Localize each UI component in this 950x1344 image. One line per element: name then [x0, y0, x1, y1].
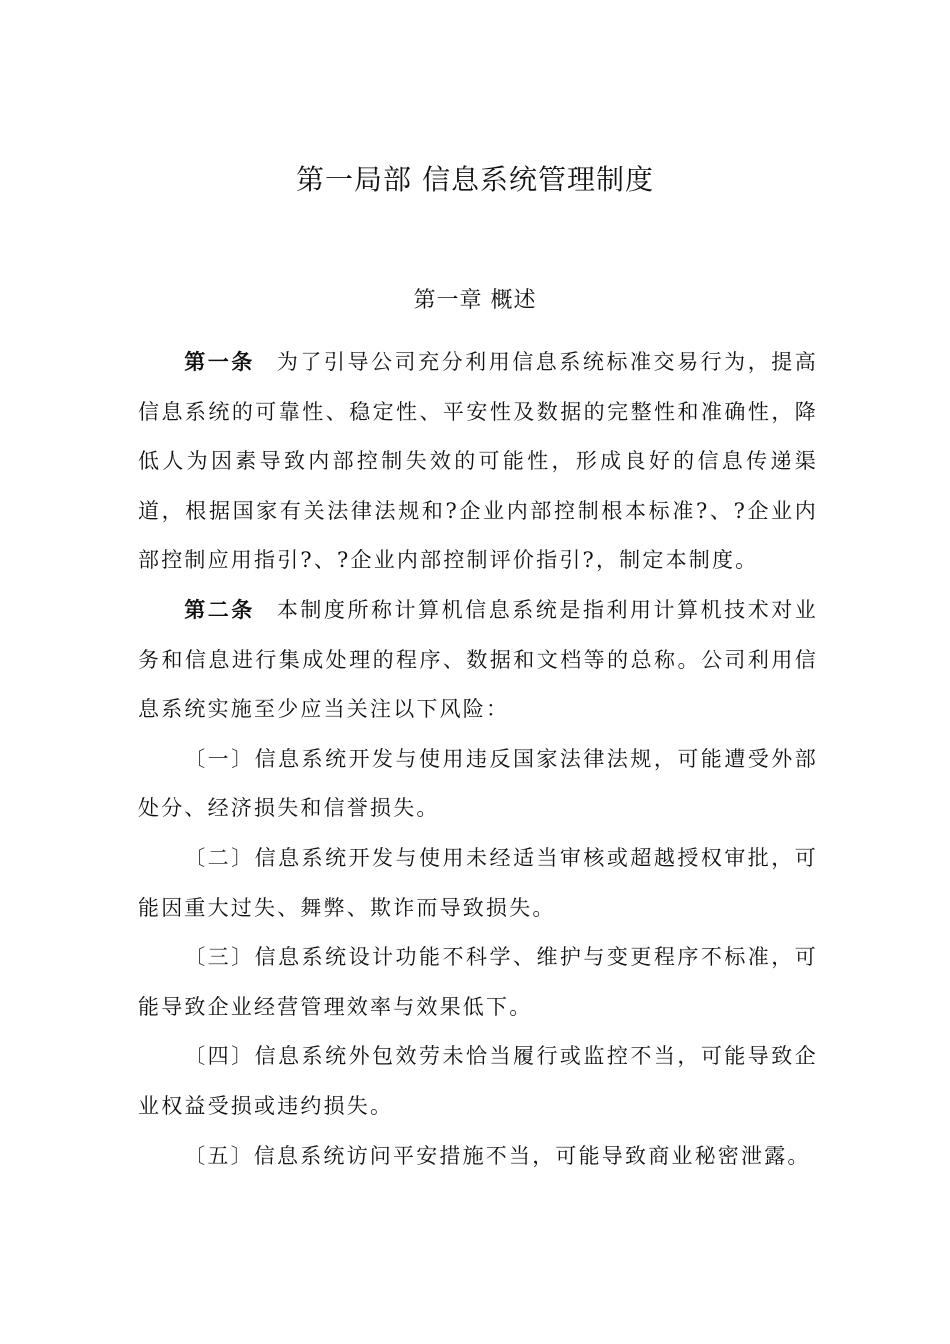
risk-item-number: 〔四〕 [184, 1044, 255, 1069]
risk-item-4 [138, 1032, 818, 1131]
article-2 [138, 586, 818, 735]
article-2-label: 第二条 [184, 597, 255, 622]
risk-item-5 [138, 1132, 818, 1182]
risk-item-2 [138, 834, 818, 933]
risk-item-1 [138, 735, 818, 834]
document-title: 第一局部 信息系统管理制度 [296, 163, 654, 196]
risk-item-text: 信息系统设计功能不科学、维护与变更程序不标准，可能导致企业经营管理效率与效果低下。 [138, 945, 818, 1019]
risk-item-number: 〔一〕 [184, 746, 255, 771]
article-2-text: 本制度所称计算机信息系统是指利用计算机技术对业务和信息进行集成处理的程序、数据和文档等的总称。公司利用信息系统实施至少应当关注以下风险： [138, 597, 818, 722]
chapter-title: 第一章 概述 [413, 288, 537, 313]
risk-item-3 [138, 933, 818, 1032]
risk-item-number: 〔五〕 [184, 1143, 254, 1168]
document-body [138, 338, 818, 1181]
article-1 [138, 338, 818, 586]
risk-item-text: 信息系统开发与使用违反国家法律法规，可能遭受外部处分、经济损失和信誉损失。 [138, 746, 818, 821]
risk-item-text: 信息系统访问平安措施不当，可能导致商业秘密泄露。 [253, 1143, 811, 1168]
article-1-text: 为了引导公司充分利用信息系统标准交易行为，提高信息系统的可靠性、稳定性、平安性及数据的完整性和准确性，降低人为因素导致内部控制失效的可能性，形成良好的信息传递渠道，根据国家有关法律法规和?企业内部控制根本标准?、?企业内部控制应用指引?、?企业内部控制评价指引?，制定本制度。 [138, 350, 818, 573]
risk-item-text: 信息系统开发与使用未经适当审核或超越授权审批，可能因重大过失、舞弊、欺诈而导致损失。 [138, 845, 818, 920]
risk-item-text: 信息系统外包效劳未恰当履行或监控不当，可能导致企业权益受损或违约损失。 [138, 1044, 818, 1118]
article-1-label: 第一条 [184, 350, 255, 374]
risk-item-number: 〔三〕 [184, 945, 255, 970]
risk-item-number: 〔二〕 [184, 845, 255, 870]
